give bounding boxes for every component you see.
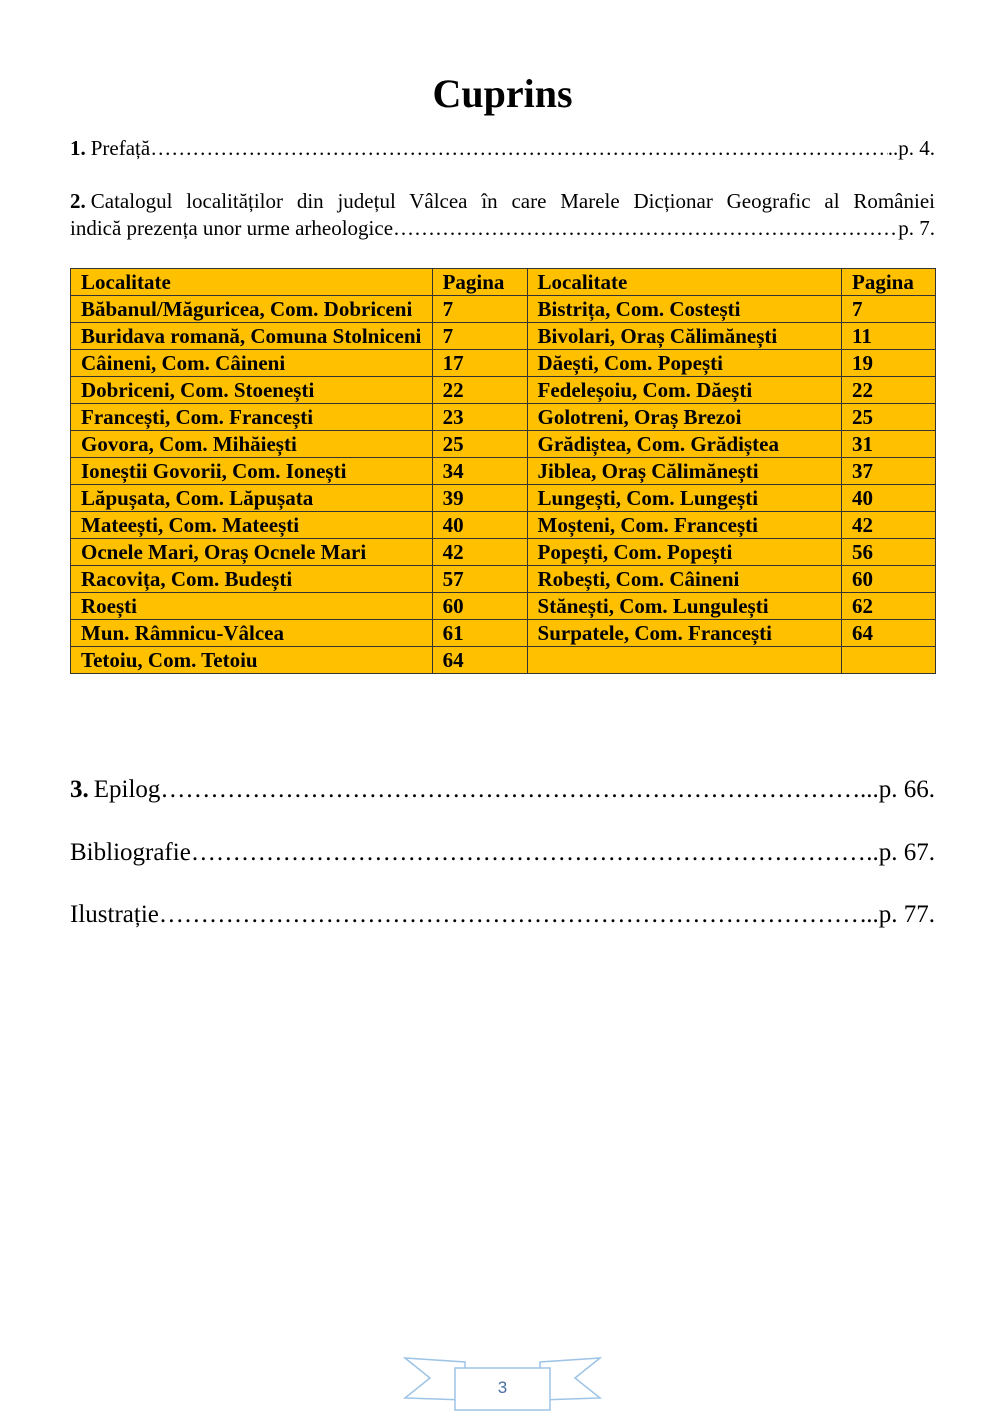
page-cell: 19 xyxy=(842,350,936,377)
entry-page: ...p. 66. xyxy=(860,776,935,803)
locality-cell: Grădiștea, Com. Grădiștea xyxy=(527,431,841,458)
table-row xyxy=(71,404,936,431)
entry-label-line1: Catalogul localităților din județul Vâlcea în care Marele Dicționar Geografic al României xyxy=(90,189,935,213)
page-cell: 42 xyxy=(432,539,527,566)
page-title: Cuprins xyxy=(432,71,573,116)
toc-entry-epilog xyxy=(70,775,935,805)
header-pagina: Pagina xyxy=(432,269,527,296)
entry-number: 2. xyxy=(70,189,86,213)
entry-page: p. 7. xyxy=(898,216,935,240)
page-cell: 22 xyxy=(842,377,936,404)
header-pagina: Pagina xyxy=(842,269,936,296)
table-row xyxy=(71,593,936,620)
page-cell: 62 xyxy=(842,593,936,620)
locality-cell: Dobriceni, Com. Stoenești xyxy=(71,377,433,404)
header-localitate: Localitate xyxy=(527,269,841,296)
header-localitate: Localitate xyxy=(71,269,433,296)
toc-entry-ilustratie xyxy=(70,900,935,930)
locality-cell: Roești xyxy=(71,593,433,620)
locality-cell xyxy=(527,647,841,674)
page-cell xyxy=(842,647,936,674)
page-cell: 40 xyxy=(842,485,936,512)
locality-cell: Băbanul/Măguricea, Com. Dobriceni xyxy=(71,296,433,323)
page-cell: 40 xyxy=(432,512,527,539)
locality-cell: Buridava romană, Comuna Stolniceni xyxy=(71,323,433,350)
locality-cell: Mun. Râmnicu-Vâlcea xyxy=(71,620,433,647)
locality-cell: Moșteni, Com. Francești xyxy=(527,512,841,539)
table-row xyxy=(71,566,936,593)
locality-cell: Popești, Com. Popești xyxy=(527,539,841,566)
locality-cell: Surpatele, Com. Francești xyxy=(527,620,841,647)
locality-cell: Câineni, Com. Câineni xyxy=(71,350,433,377)
page-cell: 60 xyxy=(432,593,527,620)
table-row xyxy=(71,539,936,566)
table-row xyxy=(71,350,936,377)
dot-leader xyxy=(159,900,860,930)
locality-cell: Mateești, Com. Mateești xyxy=(71,512,433,539)
table-header xyxy=(71,269,936,296)
locality-cell: Lăpușata, Com. Lăpușata xyxy=(71,485,433,512)
locality-cell: Robești, Com. Câineni xyxy=(527,566,841,593)
entry-page: ...p. 77. xyxy=(860,901,935,928)
page-cell: 25 xyxy=(432,431,527,458)
page-cell: 34 xyxy=(432,458,527,485)
dot-leader xyxy=(150,135,888,162)
page-cell: 7 xyxy=(842,296,936,323)
dot-leader xyxy=(191,838,866,868)
localities-table xyxy=(70,268,936,674)
table-row xyxy=(71,512,936,539)
table-row xyxy=(71,377,936,404)
entry-page: ..p. 4. xyxy=(887,136,935,160)
page-cell: 60 xyxy=(842,566,936,593)
page-cell: 31 xyxy=(842,431,936,458)
page-number: 3 xyxy=(497,1378,508,1397)
page-cell: 22 xyxy=(432,377,527,404)
locality-cell: Dăești, Com. Popești xyxy=(527,350,841,377)
page-cell: 64 xyxy=(432,647,527,674)
entry-label: Epilog xyxy=(93,776,161,803)
page-cell: 64 xyxy=(842,620,936,647)
dot-leader xyxy=(160,775,860,805)
table-row xyxy=(71,431,936,458)
page-number-ribbon xyxy=(400,1355,605,1413)
page-cell: 17 xyxy=(432,350,527,377)
locality-cell: Fedeleșoiu, Com. Dăești xyxy=(527,377,841,404)
locality-cell: Tetoiu, Com. Tetoiu xyxy=(71,647,433,674)
dot-leader xyxy=(393,215,898,242)
locality-cell: Ioneștii Govorii, Com. Ionești xyxy=(71,458,433,485)
table-row xyxy=(71,620,936,647)
table-row xyxy=(71,647,936,674)
locality-cell: Ocnele Mari, Oraș Ocnele Mari xyxy=(71,539,433,566)
table-row xyxy=(71,296,936,323)
table-row xyxy=(71,485,936,512)
page-cell: 61 xyxy=(432,620,527,647)
locality-cell: Racovița, Com. Budești xyxy=(71,566,433,593)
entry-label: Prefață xyxy=(90,136,151,160)
entry-label: indică prezența unor urme arheologice xyxy=(70,216,394,240)
locality-cell: Bivolari, Oraș Călimănești xyxy=(527,323,841,350)
toc-entry-bibliografie xyxy=(70,838,935,868)
page-cell: 56 xyxy=(842,539,936,566)
locality-cell: Jiblea, Oraș Călimănești xyxy=(527,458,841,485)
table-row xyxy=(71,458,936,485)
page-cell: 39 xyxy=(432,485,527,512)
table-row xyxy=(71,323,936,350)
entry-number: 3. xyxy=(70,776,89,803)
page-cell: 11 xyxy=(842,323,936,350)
page-cell: 25 xyxy=(842,404,936,431)
toc-entry-catalog xyxy=(70,188,935,242)
locality-cell: Francești, Com. Francești xyxy=(71,404,433,431)
entry-page: ..p. 67. xyxy=(866,839,935,866)
locality-cell: Govora, Com. Mihăiești xyxy=(71,431,433,458)
page-cell: 42 xyxy=(842,512,936,539)
toc-entry-prefata xyxy=(70,135,935,162)
page-cell: 23 xyxy=(432,404,527,431)
page-cell: 7 xyxy=(432,323,527,350)
locality-cell: Bistrița, Com. Costești xyxy=(527,296,841,323)
locality-cell: Golotreni, Oraș Brezoi xyxy=(527,404,841,431)
page-cell: 37 xyxy=(842,458,936,485)
page-cell: 7 xyxy=(432,296,527,323)
entry-label: Ilustrație xyxy=(70,901,159,928)
page-cell: 57 xyxy=(432,566,527,593)
locality-cell: Stănești, Com. Lungulești xyxy=(527,593,841,620)
locality-cell: Lungești, Com. Lungești xyxy=(527,485,841,512)
entry-label: Bibliografie xyxy=(70,839,191,866)
entry-number: 1. xyxy=(70,136,86,160)
